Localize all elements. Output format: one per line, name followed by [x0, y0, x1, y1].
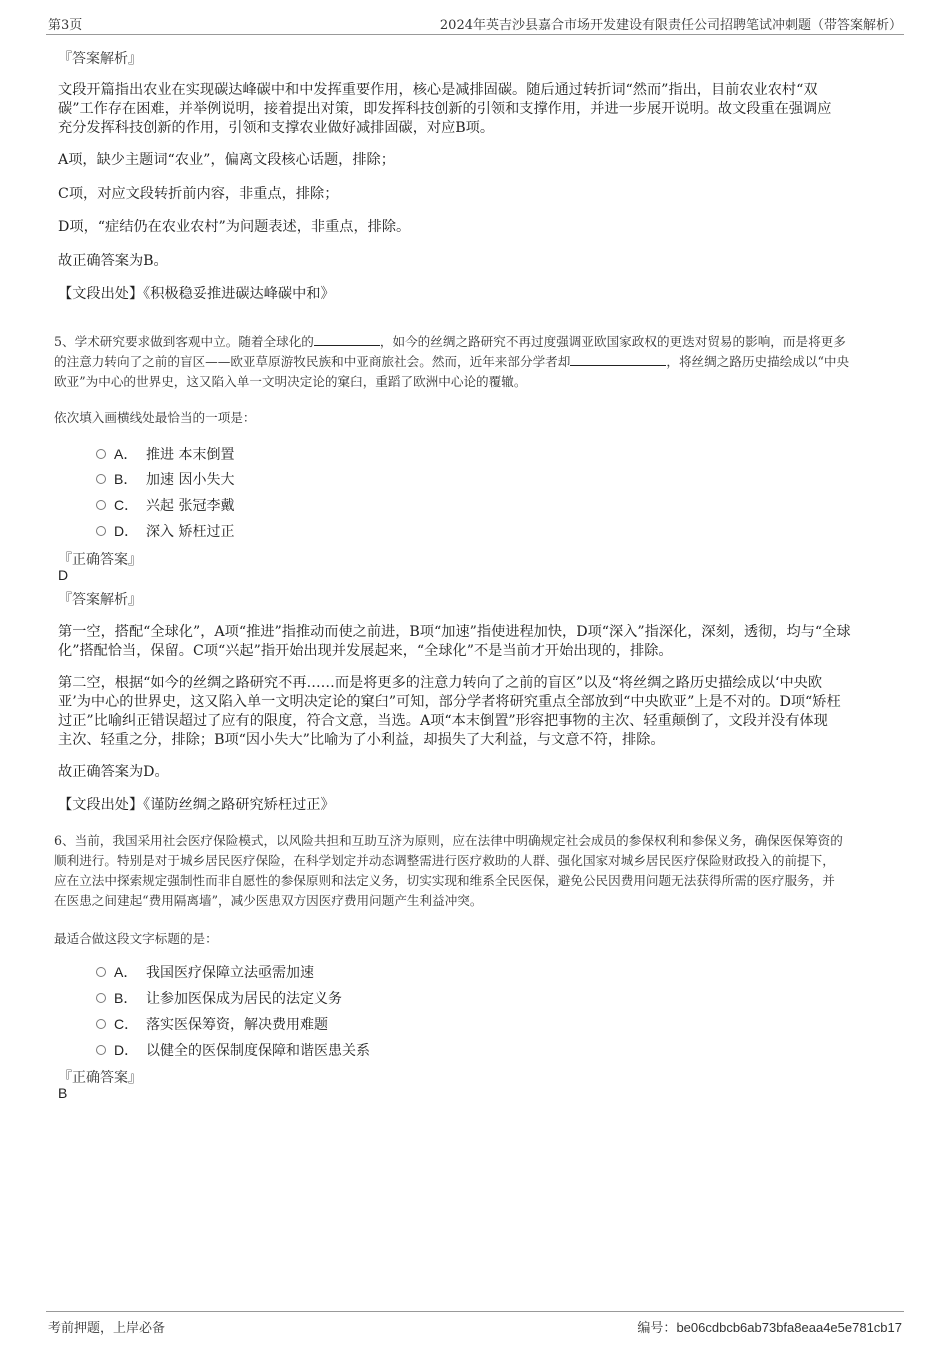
code-value: be06cdbcb6ab73bfa8eaa4e5e781cb17 [676, 1320, 902, 1335]
q5-analysis-p2-line-4: 主次、轻重之分，排除；B项“因小失大”比喻为了小利益，却损失了大利益，与文意不符，排除。 [58, 732, 665, 748]
page-number: 第3页 [48, 18, 83, 33]
q4-analysis-line-2: 碳”工作存在困难，并举例说明，接着提出对策，即发挥科技创新的引领和支撑作用，并进一步展开说明。故文段重在强调应 [58, 101, 832, 117]
option-label: A． [114, 964, 138, 980]
option-label: C． [114, 497, 139, 513]
document-code [637, 1317, 902, 1336]
option-text: 加速 因小失大 [146, 472, 235, 488]
q5-analysis-p2-line-1: 第二空，根据“如今的丝绸之路研究不再……而是将更多的注意力转向了之前的盲区”以及“将丝绸之路历史描绘成以‘中央欧 [58, 675, 823, 691]
q5-analysis-p2-line-3: 过正”比喻纠正错误超过了应有的限度，符合文意，当选。A项“本末倒置”形容把事物的主次、轻重颠倒了，文段并没有体现 [58, 713, 828, 729]
q6-stem-line-3: 应在立法中探索规定强制性而非自愿性的参保原则和法定义务，切实实现和维系全民医保，避免公民因费用问题无法获得所需的医疗服务，并 [54, 873, 835, 888]
radio-button[interactable] [96, 993, 106, 1003]
q5-blank-1 [314, 333, 380, 346]
q4-option-c-note: C项，对应文段转折前内容，非重点，排除； [58, 186, 339, 202]
option-text: 以健全的医保制度保障和谐医患关系 [146, 1043, 370, 1059]
q5-stem-line-2 [54, 352, 849, 372]
option-text: 兴起 张冠李戴 [146, 498, 235, 514]
option-label: D． [114, 1042, 139, 1058]
radio-button[interactable] [96, 449, 106, 459]
radio-button[interactable] [96, 967, 106, 977]
q4-source: 【文段出处】《积极稳妥推进碳达峰碳中和》 [58, 286, 335, 302]
q5-conclusion: 故正确答案为D。 [58, 764, 169, 780]
radio-button[interactable] [96, 474, 106, 484]
option-label: A． [114, 446, 138, 462]
q5-answer: D [58, 567, 69, 583]
q6-stem-line-1: 6、当前，我国采用社会医疗保险模式，以风险共担和互助互济为原则，应在法律中明确规定社会成员的参保权利和参保义务，确保医保筹资的 [54, 833, 843, 848]
option-label: C． [114, 1016, 139, 1032]
radio-button[interactable] [96, 526, 106, 536]
page-header [46, 12, 904, 35]
q6-prompt: 最适合做这段文字标题的是： [54, 931, 218, 946]
q5-analysis-p1-line-2: 化”搭配恰当，保留。C项“兴起”指开始出现并发展起来，“全球化”不是当前才开始出现的，排除。 [58, 643, 673, 659]
q5-stem-line-1 [54, 332, 846, 352]
q6-stem-line-4: 在医患之间建起“费用隔离墙”，减少医患双方因医疗费用问题产生利益冲突。 [54, 893, 483, 908]
q5-stem-text: 5、学术研究要求做到客观中立。随着全球化的 [54, 334, 314, 349]
q5-analysis-p2-line-2: 亚’为中心的世界史，这又陷入单一文明决定论的窠臼”可知，部分学者将研究重点全部放到“中央欧亚”上是不对的。D项“矫枉 [58, 694, 841, 710]
q5-source: 【文段出处】《谨防丝绸之路研究矫枉过正》 [58, 797, 335, 813]
q6-answer: B [58, 1085, 68, 1101]
q4-analysis-line-1: 文段开篇指出农业在实现碳达峰碳中和中发挥重要作用，核心是减排固碳。随后通过转折词“然而”指出，目前农业农村“双 [58, 82, 818, 98]
footer-slogan: 考前押题，上岸必备 [48, 1321, 166, 1336]
option-text: 让参加医保成为居民的法定义务 [146, 991, 342, 1007]
q5-prompt: 依次填入画横线处最恰当的一项是： [54, 410, 256, 425]
option-label: D． [114, 523, 139, 539]
q4-analysis-line-3: 充分发挥科技创新的作用，引领和支撑农业做好减排固碳，对应B项。 [58, 120, 495, 136]
q5-stem-text: ，将丝绸之路历史描绘成以“中央 [666, 354, 850, 369]
q4-option-d-note: D项，“症结仍在农业农村”为问题表述，非重点，排除。 [58, 219, 411, 235]
radio-button[interactable] [96, 1045, 106, 1055]
q5-analysis-label: 『答案解析』 [58, 592, 142, 608]
q4-analysis-label: 『答案解析』 [58, 51, 142, 67]
option-label: B． [114, 471, 138, 487]
radio-button[interactable] [96, 500, 106, 510]
option-text: 落实医保筹资，解决费用难题 [146, 1017, 328, 1033]
q5-stem-text: ，如今的丝绸之路研究不再过度强调亚欧国家政权的更迭对贸易的影响，而是将更多 [379, 334, 846, 349]
document-title: 2024年英吉沙县嘉合市场开发建设有限责任公司招聘笔试冲刺题（带答案解析） [439, 18, 902, 33]
q4-conclusion: 故正确答案为B。 [58, 253, 168, 269]
q6-correct-label: 『正确答案』 [58, 1070, 142, 1086]
q5-analysis-p1-line-1: 第一空，搭配“全球化”，A项“推进”指推动而使之前进，B项“加速”指使进程加快，D项“深入”指深化，深刻，透彻，均与“全球 [58, 624, 851, 640]
q5-blank-2 [570, 353, 666, 366]
code-label: 编号： [637, 1321, 677, 1336]
q6-stem-line-2: 顺利进行。特别是对于城乡居民医疗保险，在科学划定并动态调整需进行医疗救助的人群、强化国家对城乡居民医疗保险财政投入的前提下， [54, 853, 835, 868]
option-label: B． [114, 990, 138, 1006]
radio-button[interactable] [96, 1019, 106, 1029]
option-text: 推进 本末倒置 [146, 447, 235, 463]
q5-stem-line-3: 欧亚”为中心的世界史，这又陷入单一文明决定论的窠臼，重蹈了欧洲中心论的覆辙。 [54, 374, 527, 389]
option-text: 深入 矫枉过正 [146, 524, 235, 540]
option-text: 我国医疗保障立法亟需加速 [146, 965, 314, 981]
q5-stem-text: 的注意力转向了之前的盲区——欧亚草原游牧民族和中亚商旅社会。然而，近年来部分学者却 [54, 354, 571, 369]
page-footer [46, 1311, 904, 1334]
q5-correct-label: 『正确答案』 [58, 552, 142, 568]
q4-option-a-note: A项，缺少主题词“农业”，偏离文段核心话题，排除； [58, 152, 395, 168]
